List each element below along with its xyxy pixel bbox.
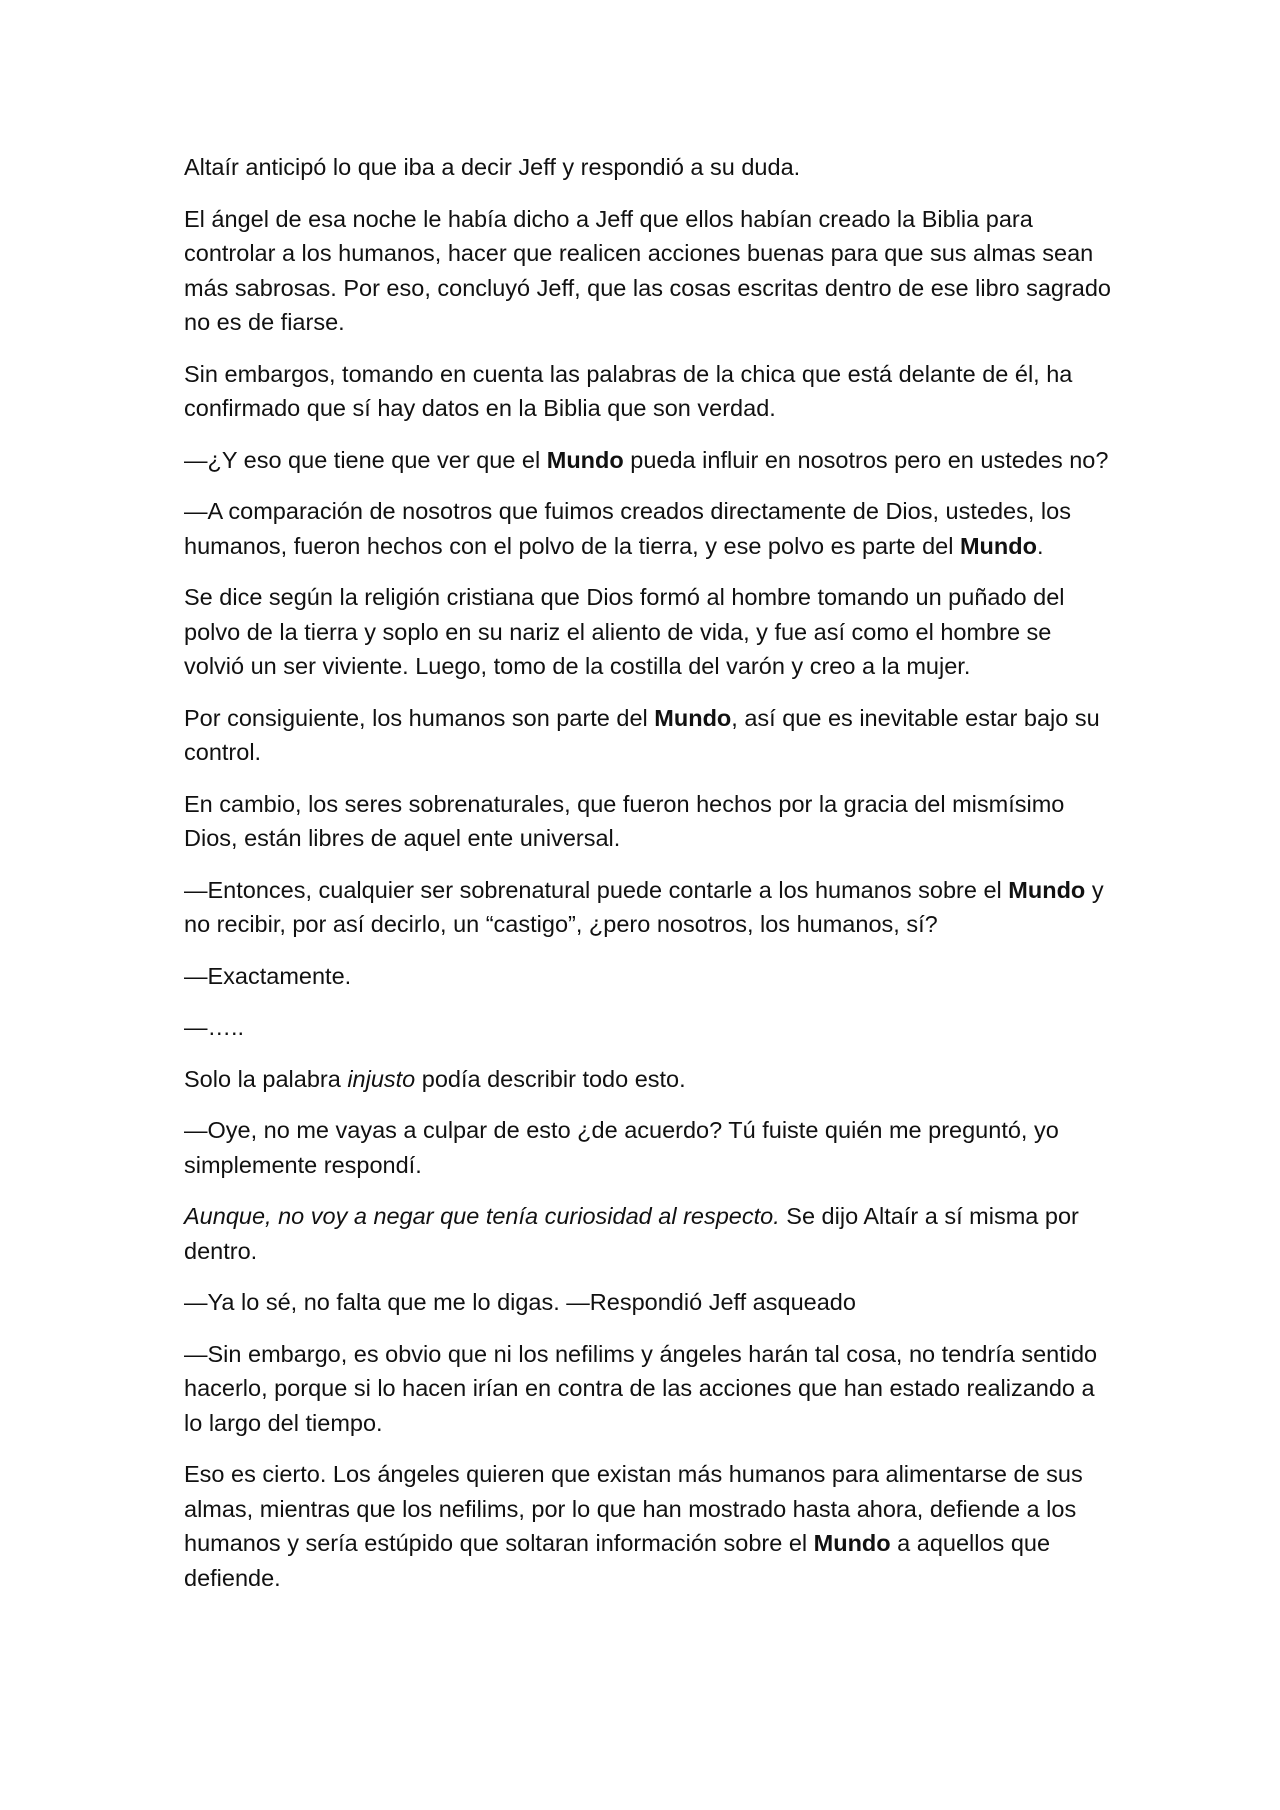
paragraph [184,494,1114,563]
text-run: —Ya lo sé, no falta que me lo digas. —Respondió Jeff asqueado [184,1289,856,1315]
text-run: Altaír anticipó lo que iba a decir Jeff y respondió a su duda. [184,154,801,180]
text-run: —Sin embargo, es obvio que ni los nefilims y ángeles harán tal cosa, no tendría sentido hacerlo, porque si lo hacen irían en contra de las acciones que han estado realizando a lo largo del tiempo. [184,1340,1098,1436]
paragraph [184,873,1114,942]
bold-text: Mundo [546,446,624,473]
text-run: Se dice según la religión cristiana que Dios formó al hombre tomando un puñado del polvo de la tierra y soplo en su nariz el aliento de vida, y fue así como el hombre se volvió un ser viviente. Luego, tomo de la costilla del varón y creo a la mujer. [184,584,1065,679]
text-run: —A comparación de nosotros que fuimos creados directamente de Dios, ustedes, los humanos, fueron hechos con el polvo de la tierra, y ese polvo es parte del [184,498,1071,559]
text-run: —Exactamente. [184,962,352,989]
paragraph [184,1062,1114,1097]
bold-text: Mundo [1008,876,1086,903]
paragraph [184,701,1114,770]
paragraph [184,787,1114,856]
document-page [184,150,1114,1612]
text-run: y no recibir, por así decirlo, un “castigo”, ¿pero nosotros, los humanos, sí? [184,876,1104,937]
text-run: Sin embargos, tomando en cuenta las palabras de la chica que está delante de él, ha confirmado que sí hay datos en la Biblia que son verdad. [184,360,1073,421]
text-run: —¿Y eso que tiene que ver que el [184,446,547,473]
bold-text: Mundo [813,1530,891,1556]
paragraph [184,1113,1114,1182]
paragraph [184,202,1114,340]
text-run: —Entonces, cualquier ser sobrenatural puede contarle a los humanos sobre el [184,876,1009,903]
paragraph [184,580,1114,684]
paragraph [184,959,1114,994]
text-run: Solo la palabra [184,1065,348,1092]
paragraph [184,443,1114,478]
paragraph [184,1457,1114,1595]
text-run: Eso es cierto. Los ángeles quieren que existan más humanos para alimentarse de sus almas, mientras que los nefilims, por lo que han mostrado hasta ahora, defiende a los humanos y sería estúpido que soltaran información sobre el [184,1461,1083,1556]
text-run: —Oye, no me vayas a culpar de esto ¿de acuerdo? Tú fuiste quién me preguntó, yo simplemente respondí. [184,1117,1059,1178]
paragraph [184,1337,1114,1441]
text-run: . [1036,532,1044,559]
text-run: Se dijo Altaír a sí misma por dentro. [184,1203,1079,1264]
text-run: podía describir todo esto. [415,1065,686,1092]
paragraph [184,1285,1114,1320]
bold-text: Mundo [654,704,732,731]
paragraph [184,150,1114,185]
text-run: , así que es inevitable estar bajo su control. [184,704,1100,765]
paragraph [184,357,1114,426]
text-run: En cambio, los seres sobrenaturales, que fueron hechos por la gracia del mismísimo Dios, están libres de aquel ente universal. [184,790,1065,851]
italic-text: Aunque, no voy a negar que tenía curiosidad al respecto. [184,1203,780,1229]
text-run: Por consiguiente, los humanos son parte del [184,704,655,731]
text-run: El ángel de esa noche le había dicho a Jeff que ellos habían creado la Biblia para controlar a los humanos, hacer que realicen acciones buenas para que sus almas sean más sabrosas. Por eso, concluyó Jeff, que las cosas escritas dentro de ese libro sagrado no es de fiarse. [184,205,1111,335]
italic-text: injusto [347,1065,416,1092]
paragraph [184,1199,1114,1268]
paragraph [184,1010,1114,1045]
text-run: —….. [184,1014,245,1040]
text-run: pueda influir en nosotros pero en ustedes no? [623,446,1109,473]
text-run: a aquellos que defiende. [184,1530,1051,1591]
bold-text: Mundo [959,532,1037,559]
